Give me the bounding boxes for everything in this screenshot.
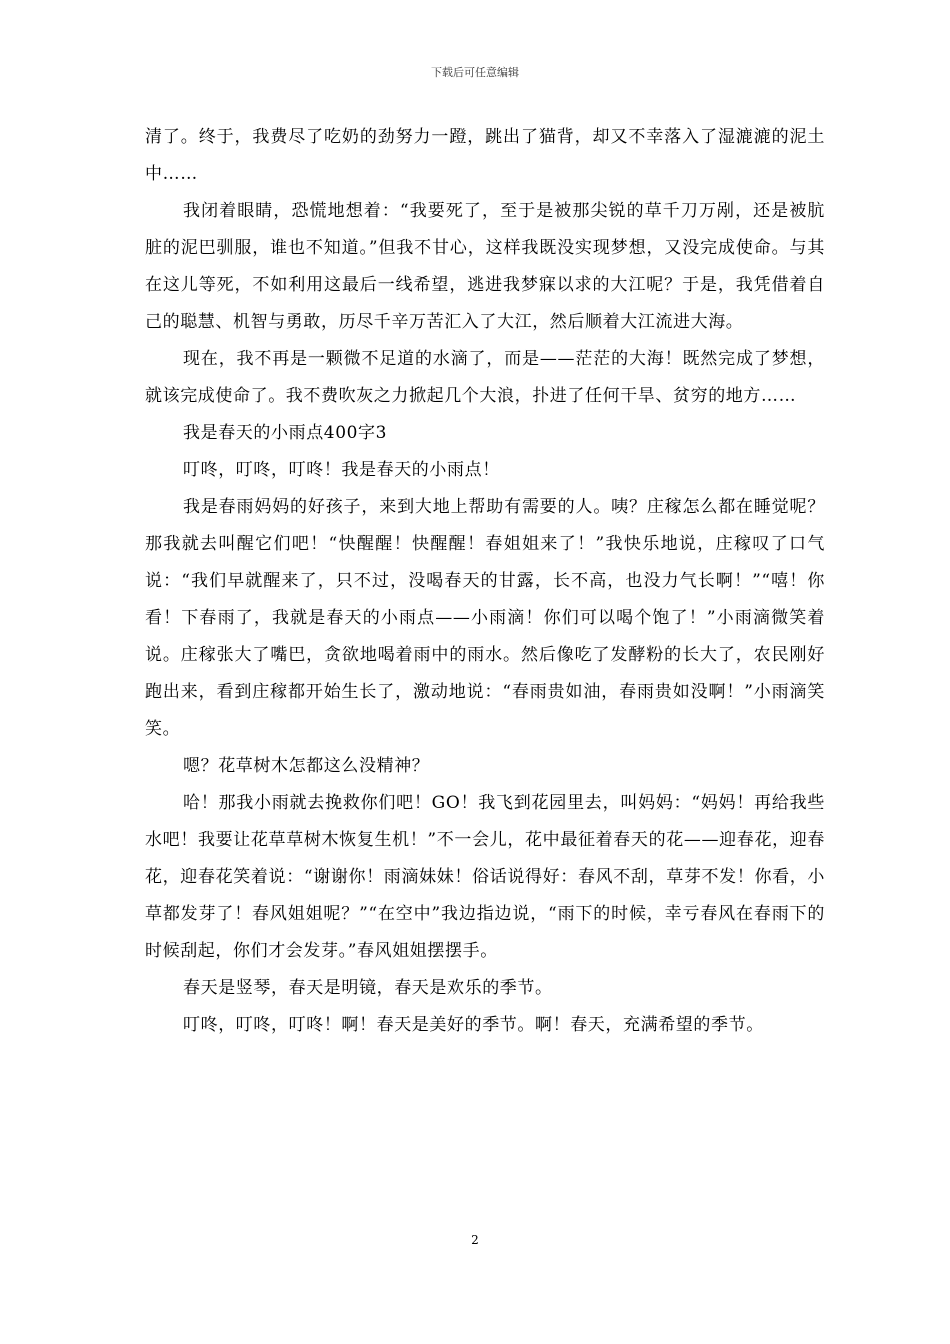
paragraph: 嗯？花草树木怎都这么没精神？ — [183, 756, 430, 776]
page-number: 2 — [471, 1233, 479, 1247]
paragraph: 清了。终于，我费尽了吃奶的劲努力一蹬，跳出了猫背，却又不幸落入了湿漉漉的泥土中…… — [145, 127, 825, 184]
paragraph: 叮咚，叮咚，叮咚！我是春天的小雨点！ — [183, 460, 500, 480]
page-header: 下载后可任意编辑 — [431, 66, 519, 79]
paragraph: 我是春天的小雨点400字3 — [183, 423, 388, 443]
paragraph: 我闭着眼睛，恐慌地想着：“我要死了，至于是被那尖锐的草千刀万剐，还是被肮脏的泥巴驯服，谁也不知道。”但我不甘心，这样我既没实现梦想，又没完成使命。与其在这儿等死，不如利用这最后一线希望，逃进我梦寐以求的大江呢？于是，我凭借着自己的聪慧、机智与勇敢，历尽千辛万苦汇入了大江，然后顺着大江流进大海。 — [145, 201, 825, 332]
paragraph: 我是春雨妈妈的好孩子，来到大地上帮助有需要的人。咦？庄稼怎么都在睡觉呢？那我就去叫醒它们吧！“快醒醒！快醒醒！春姐姐来了！”我快乐地说，庄稼叹了口气说：“我们早就醒来了，只不过，没喝春天的甘露，长不高，也没力气长啊！”“嘻！你看！下春雨了，我就是春天的小雨点——小雨滴！你们可以喝个饱了！”小雨滴微笑着说。庄稼张大了嘴巴，贪欲地喝着雨中的雨水。然后像吃了发酵粉的长大了，农民刚好跑出来，看到庄稼都开始生长了，激动地说：“春雨贵如油，春雨贵如没啊！”小雨滴笑笑。 — [145, 497, 825, 739]
document-body — [145, 119, 825, 1044]
paragraph: 叮咚，叮咚，叮咚！啊！春天是美好的季节。啊！春天，充满希望的季节。 — [183, 1015, 764, 1035]
paragraph: 春天是竖琴，春天是明镜，春天是欢乐的季节。 — [183, 978, 553, 998]
paragraph: 现在，我不再是一颗微不足道的水滴了，而是——茫茫的大海！既然完成了梦想，就该完成使命了。我不费吹灰之力掀起几个大浪，扑进了任何干旱、贫穷的地方…… — [145, 349, 825, 406]
paragraph: 哈！那我小雨就去挽救你们吧！GO！我飞到花园里去，叫妈妈：“妈妈！再给我些水吧！我要让花草草树木恢复生机！”不一会儿，花中最征着春天的花——迎春花，迎春花，迎春花笑着说：“谢谢你！雨滴妹妹！俗话说得好：春风不刮，草芽不发！你看，小草都发芽了！春风姐姐呢？”“在空中”我边指边说，“雨下的时候，幸亏春风在春雨下的时候刮起，你们才会发芽。”春风姐姐摆摆手。 — [145, 793, 825, 961]
